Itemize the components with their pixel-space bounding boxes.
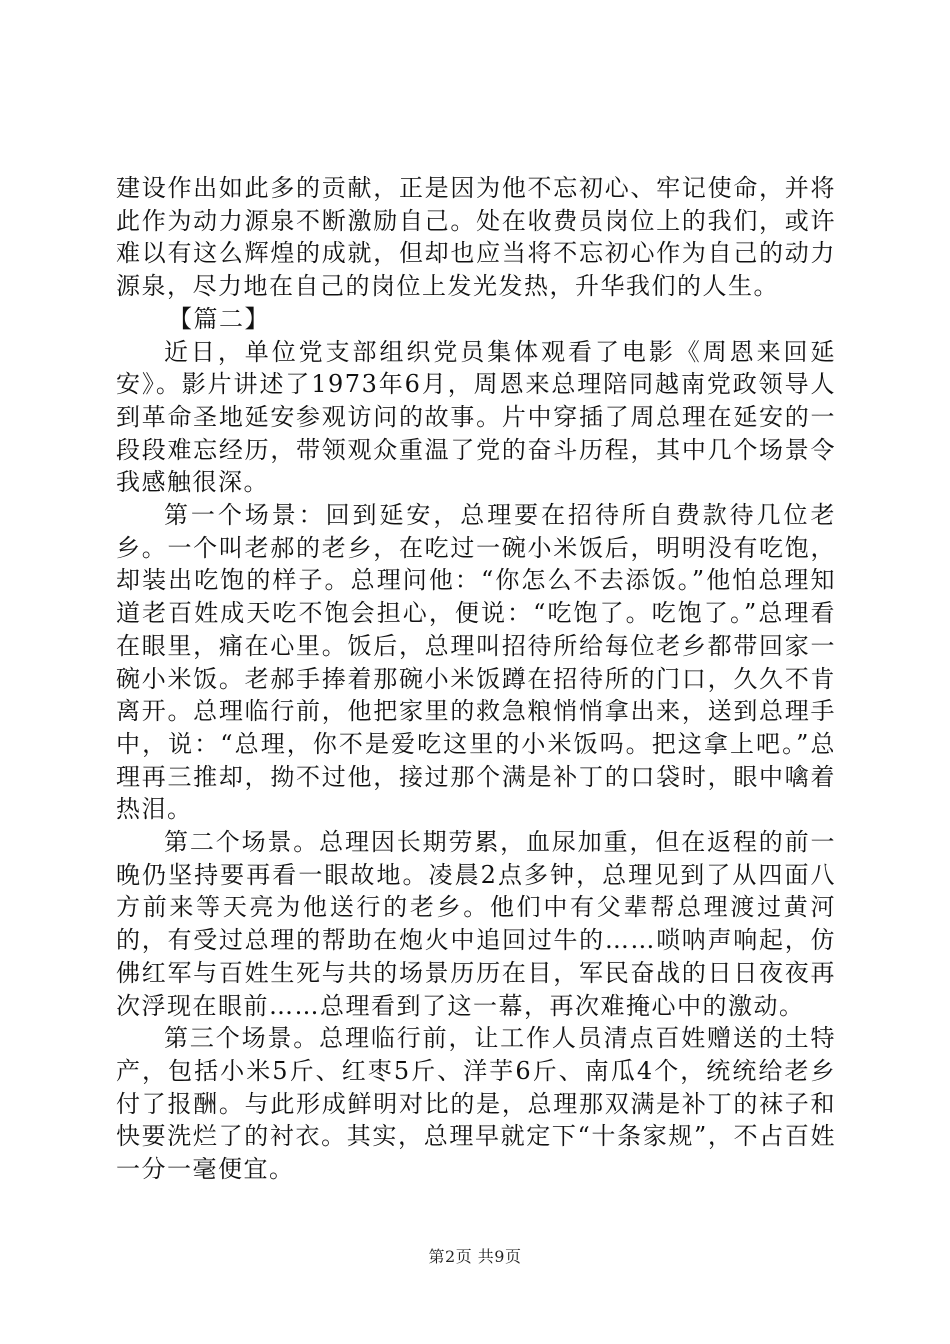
body-paragraph: 第二个场景。总理因长期劳累，血尿加重，但在返程的前一晚仍坚持要再看一眼故地。凌晨2点多钟，总理见到了从四面八方前来等天亮为他送行的老乡。他们中有父辈帮总理渡过黄河的，有受过总理的帮助在炮火中追回过牛的……唢呐声响起，仿佛红军与百姓生死与共的场景历历在目，军民奋战的日日夜夜再次浮现在眼前……总理看到了这一幕，再次难掩心中的激动。 <box>116 828 836 1020</box>
document-body <box>116 172 836 1186</box>
continuation-paragraph: 建设作出如此多的贡献，正是因为他不忘初心、牢记使命，并将此作为动力源泉不断激励自己。处在收费员岗位上的我们，或许难以有这么辉煌的成就，但却也应当将不忘初心作为自己的动力源泉，尽力地在自己的岗位上发光发热，升华我们的人生。 <box>116 174 836 301</box>
body-paragraph: 第一个场景：回到延安，总理要在招待所自费款待几位老乡。一个叫老郝的老乡，在吃过一碗小米饭后，明明没有吃饱，却装出吃饱的样子。总理问他：“你怎么不去添饭。”他怕总理知道老百姓成天吃不饱会担心，便说：“吃饱了。吃饱了。”总理看在眼里，痛在心里。饭后，总理叫招待所给每位老乡都带回家一碗小米饭。老郝手捧着那碗小米饭蹲在招待所的门口，久久不肯离开。总理临行前，他把家里的救急粮悄悄拿出来，送到总理手中，说：“总理，你不是爱吃这里的小米饭吗。把这拿上吧。”总理再三推却，拗不过他，接过那个满是补丁的口袋时，眼中噙着热泪。 <box>116 501 836 824</box>
page-number: 第2页 共9页 <box>428 1247 522 1266</box>
page-footer <box>0 1244 950 1267</box>
body-paragraph: 近日，单位党支部组织党员集体观看了电影《周恩来回延安》。影片讲述了1973年6月，周恩来总理陪同越南党政领导人到革命圣地延安参观访问的故事。片中穿插了周总理在延安的一段段难忘经历，带领观众重温了党的奋斗历程，其中几个场景令我感触很深。 <box>116 337 836 497</box>
section-heading: 【篇二】 <box>168 304 270 333</box>
body-paragraph: 第三个场景。总理临行前，让工作人员清点百姓赠送的土特产，包括小米5斤、红枣5斤、洋芋6斤、南瓜4个，统统给老乡付了报酬。与此形成鲜明对比的是，总理那双满是补丁的袜子和快要洗烂了的衬衣。其实，总理早就定下“十条家规”，不占百姓一分一毫便宜。 <box>116 1024 836 1184</box>
